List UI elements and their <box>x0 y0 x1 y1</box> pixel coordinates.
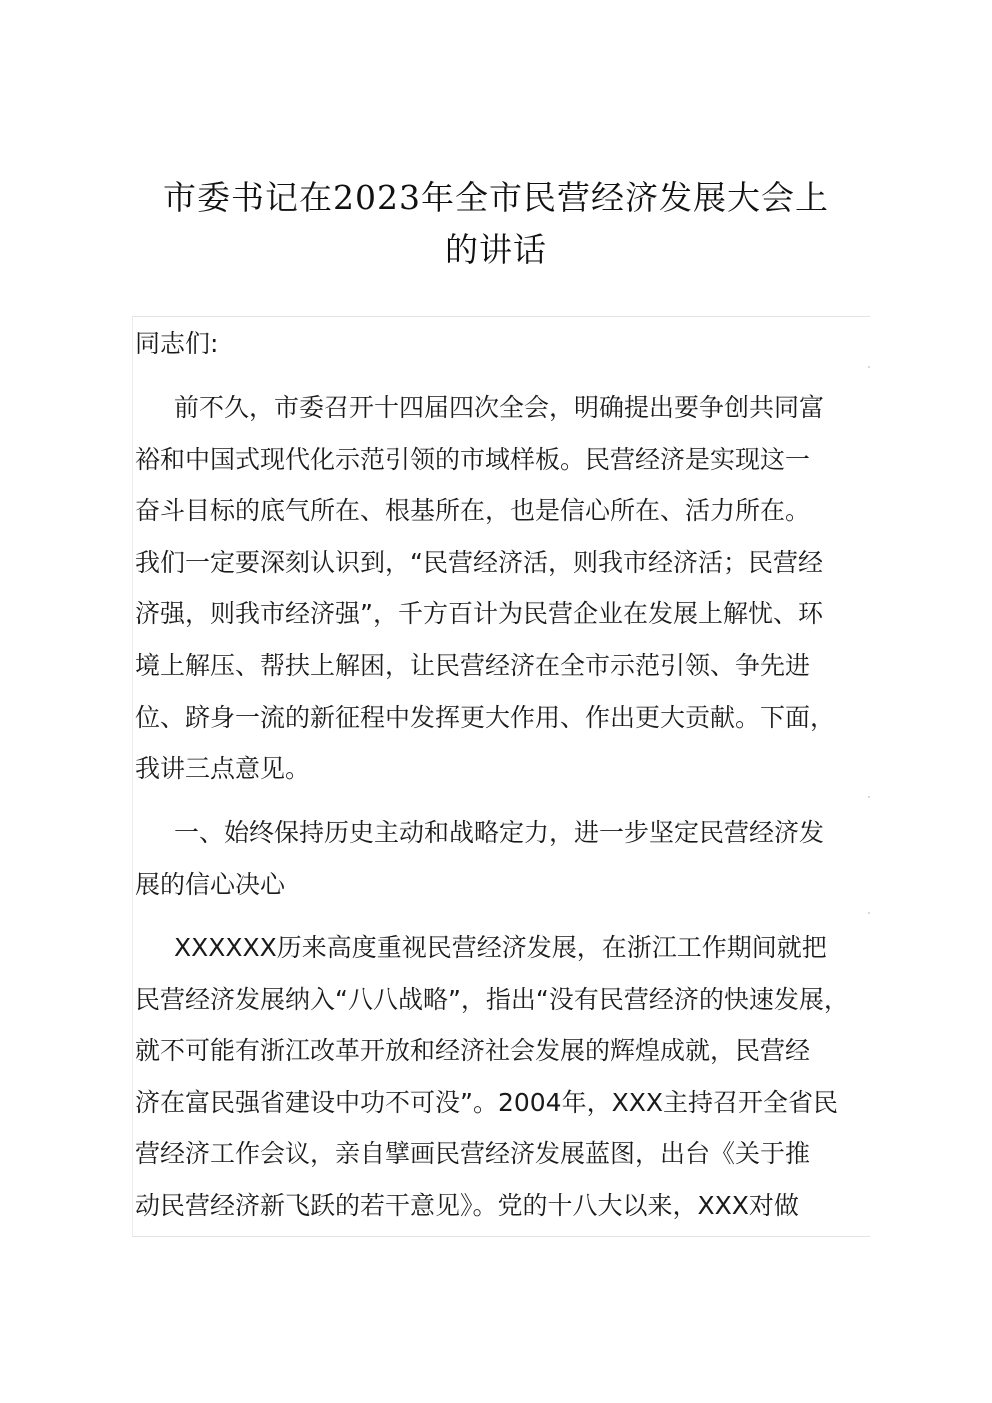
paragraph-line: 民营经济发展纳入“八八战略”，指出“没有民营经济的快速发展， <box>135 984 849 1014</box>
paragraph-line: 济强，则我市经济强”，千方百计为民营企业在发展上解忧、环 <box>135 599 823 629</box>
frame-marker <box>868 796 870 798</box>
paragraph-line: 就不可能有浙江改革开放和经济社会发展的辉煌成就，民营经 <box>135 1036 811 1066</box>
section-heading-1 <box>135 807 875 910</box>
paragraph-line: 济在富民强省建设中功不可没”。2004年，XXX主持召开全省民 <box>135 1087 838 1117</box>
paragraph-line: 奋斗目标的底气所在、根基所在，也是信心所在、活力所在。 <box>135 496 811 526</box>
salutation-text: 同志们: <box>135 329 219 358</box>
heading-line: 展的信心决心 <box>135 869 286 899</box>
paragraph-line: 前不久，市委召开十四届四次全会，明确提出要争创共同富 <box>174 393 825 422</box>
paragraph-line: XXXXXX历来高度重视民营经济发展，在浙江工作期间就把 <box>174 933 827 962</box>
salutation <box>135 318 875 370</box>
paragraph-2 <box>135 922 875 1232</box>
paragraph-line: 我们一定要深刻认识到，“民营经济活，则我市经济活；民营经 <box>135 547 823 577</box>
frame-marker <box>868 912 870 914</box>
title-line-1: 市委书记在2023年全市民营经济发展大会上 <box>163 178 829 217</box>
paragraph-line: 我讲三点意见。 <box>135 754 311 784</box>
document-title <box>120 172 872 276</box>
title-line-2: 的讲话 <box>445 230 547 269</box>
paragraph-line: 境上解压、帮扶上解困，让民营经济在全市示范引领、争先进 <box>135 650 811 680</box>
paragraph-line: 裕和中国式现代化示范引领的市域样板。民营经济是实现这一 <box>135 444 811 474</box>
heading-line: 一、始终保持历史主动和战略定力，进一步坚定民营经济发 <box>174 818 825 847</box>
paragraph-line: 位、跻身一流的新征程中发挥更大作用、作出更大贡献。下面， <box>135 702 836 732</box>
paragraph-line: 动民营经济新飞跃的若干意见》。党的十八大以来，XXX对做 <box>135 1190 799 1220</box>
paragraph-1 <box>135 382 875 795</box>
paragraph-line: 营经济工作会议，亲自擘画民营经济发展蓝图，出台《关于推 <box>135 1139 811 1169</box>
